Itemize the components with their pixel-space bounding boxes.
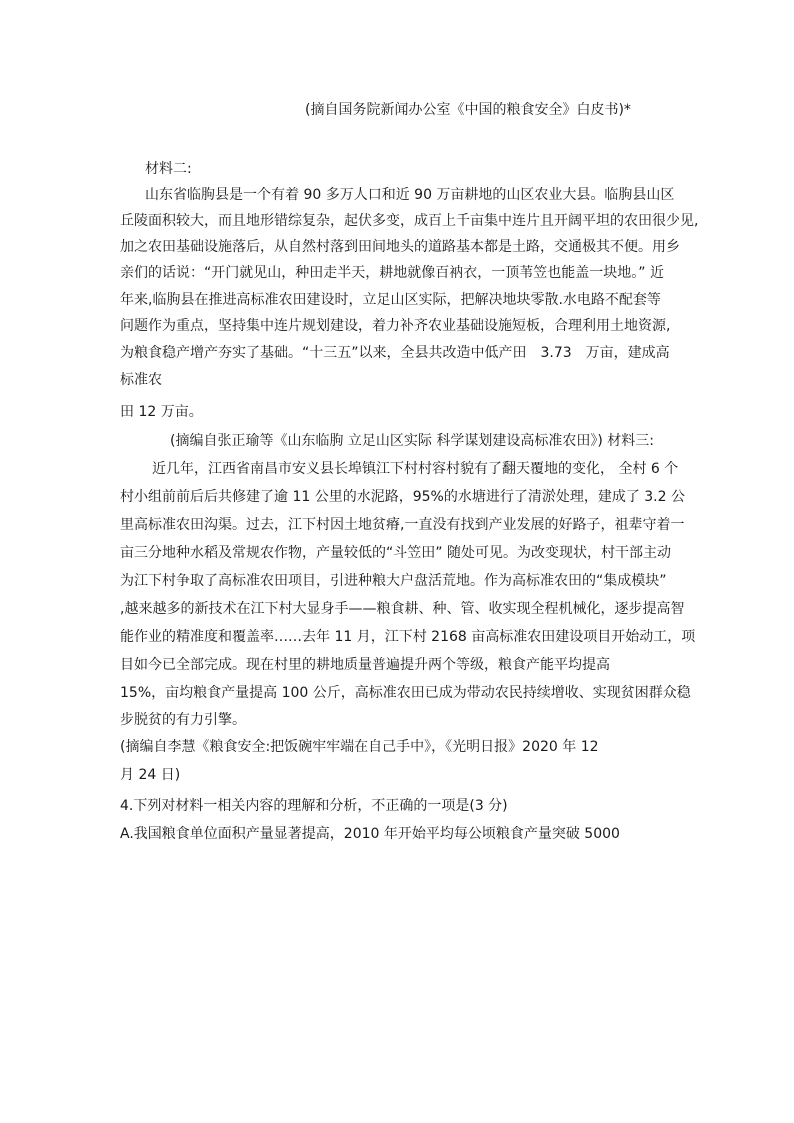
citation-line: 月 24 日) <box>120 767 181 783</box>
question-stem: 4.下列对材料一相关内容的理解和分析，不正确的一项是(3 分) <box>120 798 508 814</box>
paragraph-line: ,越来越多的新技术在江下村大显身手——粮食耕、种、管、收实现全程机械化，逐步提高智 <box>120 601 685 617</box>
paragraph-line: 步脱贫的有力引擎。 <box>120 712 246 728</box>
source-citation-1: (摘自国务院新闻办公室《中国的粮食安全》白皮书)* <box>305 102 631 118</box>
citation-line: (摘编自李慧《粮食安全:把饭碗牢牢端在自己手中》，《光明日报》2020 年 12 <box>120 739 599 755</box>
paragraph-line: 近几年，江西省南昌市安义县长埠镇江下村村容村貌有了翻天覆地的变化， 全村 6 个 <box>152 461 679 477</box>
paragraph-line: 问题作为重点，坚持集中连片规划建设，着力补齐农业基础设施短板，合理利用土地资源, <box>120 318 671 334</box>
paragraph-line: 亲们的话说：“开门就见山，种田走半天，耕地就像百衲衣，一顶苇笠也能盖一块地。” 近 <box>120 265 664 281</box>
paragraph-line: 村小组前前后后共修建了逾 11 公里的水泥路，95%的水塘进行了清淤处理，建成了 3.2 公 <box>120 489 685 505</box>
material-2-heading: 材料二: <box>145 161 192 177</box>
paragraph-line: 目如今已全部完成。现在村里的耕地质量普遍提升两个等级，粮食产能平均提高 <box>120 657 610 673</box>
paragraph-line: 加之农田基础设施落后，从自然村落到田间地头的道路基本都是土路，交通极其不便。用乡 <box>120 239 680 255</box>
paragraph-line: 里高标准农田沟渠。过去，江下村因土地贫瘠,一直没有找到产业发展的好路子，祖辈守着一 <box>120 517 685 533</box>
paragraph-line: 为粮食稳产增产夯实了基础。“十三五”以来，全县共改造中低产田 3.73 万亩，建成高 <box>120 345 670 361</box>
paragraph-line: 能作业的精准度和覆盖率……去年 11 月，江下村 2168 亩高标准农田建设项目开始动工，项 <box>120 629 696 645</box>
paragraph-line: 丘陵面积较大，而且地形错综复杂，起伏多变，成百上千亩集中连片且开阔平坦的农田很少见, <box>120 213 699 229</box>
option-a: A.我国粮食单位面积产量显著提高，2010 年开始平均每公顷粮食产量突破 5000 <box>120 826 620 842</box>
paragraph-line: 为江下村争取了高标准农田项目，引进种粮大户盘活荒地。作为高标准农田的“集成模块” <box>120 573 667 589</box>
paragraph-line: 田 12 万亩。 <box>120 404 203 420</box>
paragraph-line: 亩三分地种水稻及常规农作物，产量较低的“斗笠田” 随处可见。为改变现状，村干部主动 <box>120 545 671 561</box>
paragraph-line: 15%，亩均粮食产量提高 100 公斤，高标准农田已成为带动农民持续增收、实现贫困群众稳 <box>120 685 691 701</box>
paragraph-line: 年来,临朐县在推进高标准农田建设时，立足山区实际，把解决地块零散.水电路不配套等 <box>120 292 661 308</box>
paragraph-line: 山东省临朐县是一个有着 90 多万人口和近 90 万亩耕地的山区农业大县。临朐县山区 <box>145 187 675 203</box>
paragraph-line: 标准农 <box>120 372 162 388</box>
source-citation-2: (摘编自张正瑜等《山东临朐 立足山区实际 科学谋划建设高标准农田》) 材料三: <box>170 433 654 449</box>
